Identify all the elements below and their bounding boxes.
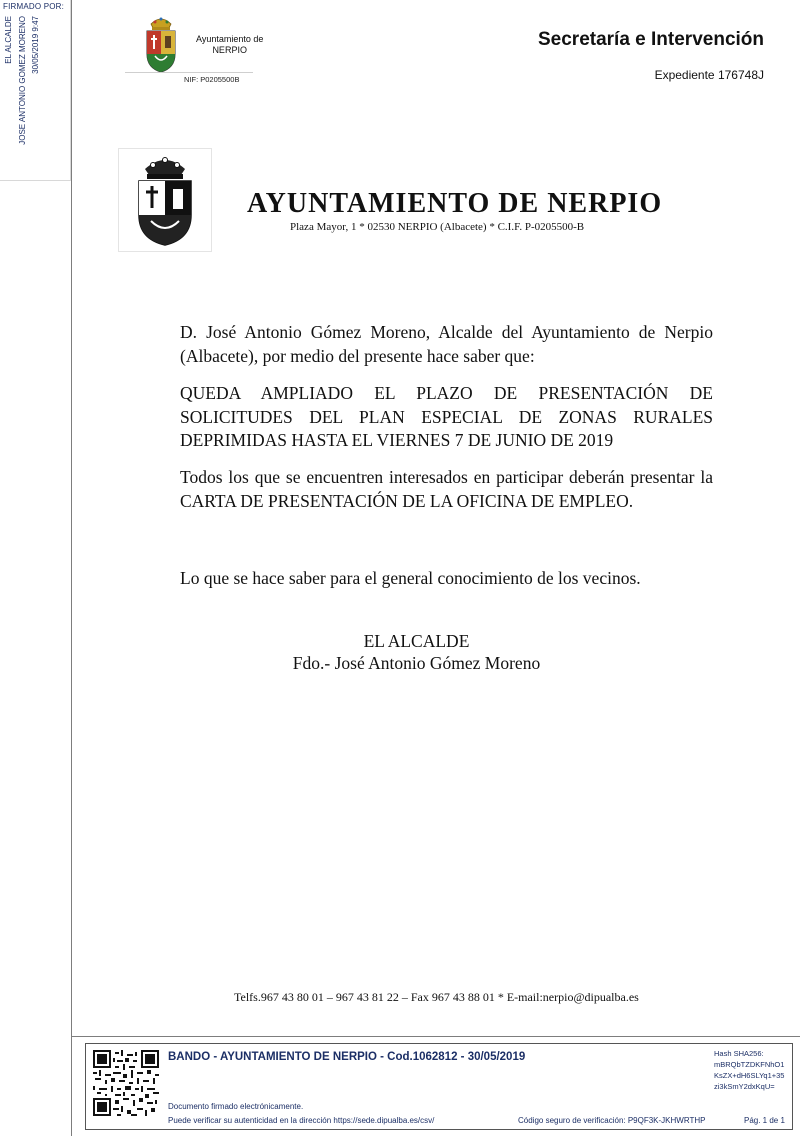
footer-hash-line2: KsZX+dH6SLYq1+35 <box>714 1071 785 1080</box>
footer-hash <box>714 1048 784 1092</box>
footer-signed-electronically: Documento firmado electrónicamente. <box>168 1102 304 1111</box>
header-ayuntamiento-line2: NERPIO <box>212 45 247 55</box>
footer-verify-text: Puede verificar su autenticidad en la dirección https://sede.dipualba.es/csv/ <box>168 1116 435 1125</box>
margin-line <box>71 0 72 1136</box>
closing-signature: Fdo.- José Antonio Gómez Moreno <box>292 653 541 673</box>
header-rule <box>125 72 253 73</box>
signature-date: 30/05/2019 9:47 <box>31 16 40 74</box>
letterhead-title: AYUNTAMIENTO DE NERPIO <box>247 188 663 219</box>
body-paragraph-intro: D. José Antonio Gómez Moreno, Alcalde del Ayuntamiento de Nerpio (Albacete), por medio del presente hace saber que: <box>180 322 713 366</box>
footer-hash-label: Hash SHA256: <box>714 1049 764 1058</box>
signature-role: EL ALCALDE <box>4 16 13 64</box>
footer-csv-code: Código seguro de verificación: P9QF3K-JKHWRTHP <box>518 1116 706 1125</box>
contact-line: Telfs.967 43 80 01 – 967 43 81 22 – Fax 967 43 88 01 * E-mail:nerpio@dipualba.es <box>234 990 639 1004</box>
header-ayuntamiento <box>196 34 263 56</box>
signature-label: FIRMADO POR: <box>3 2 65 11</box>
body-paragraph-announcement: QUEDA AMPLIADO EL PLAZO DE PRESENTACIÓN DE SOLICITUDES DEL PLAN ESPECIAL DE ZONAS RURALES DEPRIMIDAS HASTA EL VIERNES 7 DE JUNIO DE 2019 <box>180 383 713 450</box>
qr-code-icon <box>93 1050 159 1116</box>
letterhead-crest-frame <box>118 148 212 252</box>
footer-hash-line3: zi3kSmY2dxKqU= <box>714 1082 775 1091</box>
signature-strip <box>0 0 71 181</box>
footer-hash-line1: mBRQbTZDKFNhO1 <box>714 1060 785 1069</box>
header-nif: NIF: P0205500B <box>184 75 240 84</box>
letterhead-address: Plaza Mayor, 1 * 02530 NERPIO (Albacete) * C.I.F. P-0205500-B <box>290 221 585 233</box>
footer-page-number: Pág. 1 de 1 <box>744 1116 785 1125</box>
header-ayuntamiento-line1: Ayuntamiento de <box>196 34 264 44</box>
footer-rule <box>71 1036 800 1037</box>
coat-of-arms-icon <box>143 14 179 74</box>
signature-name: JOSE ANTONIO GOMEZ MORENO <box>18 16 27 145</box>
body-paragraph-requirement: Todos los que se encuentren interesados en participar deberán presentar la CARTA DE PRESENTACIÓN DE LA OFICINA DE EMPLEO. <box>180 467 713 511</box>
footer-title: BANDO - AYUNTAMIENTO DE NERPIO - Cod.1062812 - 30/05/2019 <box>168 1051 526 1063</box>
body-paragraph-closing: Lo que se hace saber para el general conocimiento de los vecinos. <box>180 568 641 588</box>
coat-of-arms-icon <box>133 153 197 247</box>
header-department: Secretaría e Intervención <box>538 29 764 50</box>
closing-role: EL ALCALDE <box>363 631 470 651</box>
footer-verification-box <box>85 1043 793 1130</box>
header-expediente: Expediente 176748J <box>654 68 764 82</box>
